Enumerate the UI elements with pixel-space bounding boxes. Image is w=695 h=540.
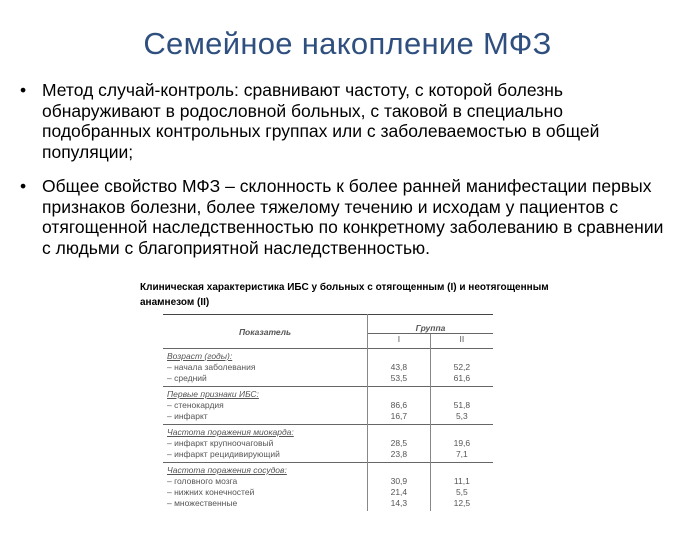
group-title: Частота поражения миокарда: — [167, 427, 294, 437]
bullet-list — [18, 80, 668, 272]
table-caption: Клиническая характеристика ИБС у больных с отягощенным (I) и неотягощенным анамнезом (II) — [140, 282, 549, 308]
table-row-group — [163, 463, 493, 512]
bullet-marker: • — [20, 176, 27, 196]
group-title: Первые признаки ИБС: — [167, 389, 259, 399]
value-group-1: 28,5 — [390, 438, 408, 448]
value-group-1: 23,8 — [390, 449, 408, 459]
group-1-values — [368, 425, 431, 463]
table-body — [163, 349, 493, 512]
value-group-2: 52,2 — [453, 362, 471, 372]
row-label: – инфаркт — [167, 411, 208, 421]
row-label: – стенокардия — [167, 400, 224, 410]
value-group-2: 7,1 — [455, 449, 468, 459]
row-labels — [163, 349, 368, 387]
row-label: – средний — [167, 373, 207, 383]
row-label: – головного мозга — [167, 476, 238, 486]
bullet-text: Общее свойство МФЗ – склонность к более ранней манифестации первых признаков болезни, более тяжелому течению и исходам у пациентов с отягощенной наследственностью по конкретному заболеванию в сравнении с людьми с благоприятной наследственностью. — [42, 176, 664, 258]
table-image — [163, 314, 493, 511]
header-group-2: II — [430, 334, 493, 349]
group-2-values — [430, 425, 493, 463]
value-group-1: 30,9 — [390, 476, 408, 486]
table-row-group — [163, 425, 493, 463]
row-labels — [163, 387, 368, 425]
table-row-group — [163, 349, 493, 387]
row-labels — [163, 463, 368, 512]
value-group-1: 14,3 — [390, 498, 408, 508]
row-label: – инфаркт рецидивирующий — [167, 449, 280, 459]
value-group-2: 11,1 — [453, 476, 470, 486]
header-group-1: I — [368, 334, 431, 349]
bullet-text: Метод случай-контроль: сравнивают частоту, с которой болезнь обнаруживают в родословной больных, с таковой в специально подобранных контрольных группах или с заболеваемостью в общей популяции; — [42, 80, 600, 162]
header-indicator: Показатель — [238, 326, 292, 337]
value-group-1: 86,6 — [390, 400, 408, 410]
value-group-2: 5,3 — [455, 411, 468, 421]
value-group-1: 16,7 — [390, 411, 408, 421]
group-title: Возраст (годы): — [167, 351, 233, 361]
value-group-1: 53,5 — [390, 373, 408, 383]
row-label: – инфаркт крупноочаговый — [167, 438, 274, 448]
value-group-2: 5,5 — [455, 487, 468, 497]
value-group-2: 12,5 — [453, 498, 471, 508]
group-1-values — [368, 463, 431, 512]
row-labels — [163, 425, 368, 463]
bullet-item — [18, 80, 668, 162]
group-2-values — [430, 387, 493, 425]
slide-title: Семейное накопление МФЗ — [143, 26, 552, 61]
group-2-values — [430, 463, 493, 512]
value-group-1: 21,4 — [390, 487, 408, 497]
group-1-values — [368, 349, 431, 387]
group-2-values — [430, 349, 493, 387]
row-label: – множественные — [167, 498, 238, 508]
row-label: – нижних конечностей — [167, 487, 255, 497]
table-row-group — [163, 387, 493, 425]
value-group-1: 43,8 — [390, 362, 408, 372]
bullet-marker: • — [20, 80, 27, 100]
value-group-2: 61,6 — [453, 373, 471, 383]
group-1-values — [368, 387, 431, 425]
row-label: – начала заболевания — [167, 362, 256, 372]
data-table — [163, 314, 493, 511]
value-group-2: 51,8 — [453, 400, 471, 410]
header-group: Группа — [368, 315, 494, 334]
value-group-2: 19,6 — [453, 438, 471, 448]
bullet-item — [18, 176, 668, 258]
group-title: Частота поражения сосудов: — [167, 465, 287, 475]
